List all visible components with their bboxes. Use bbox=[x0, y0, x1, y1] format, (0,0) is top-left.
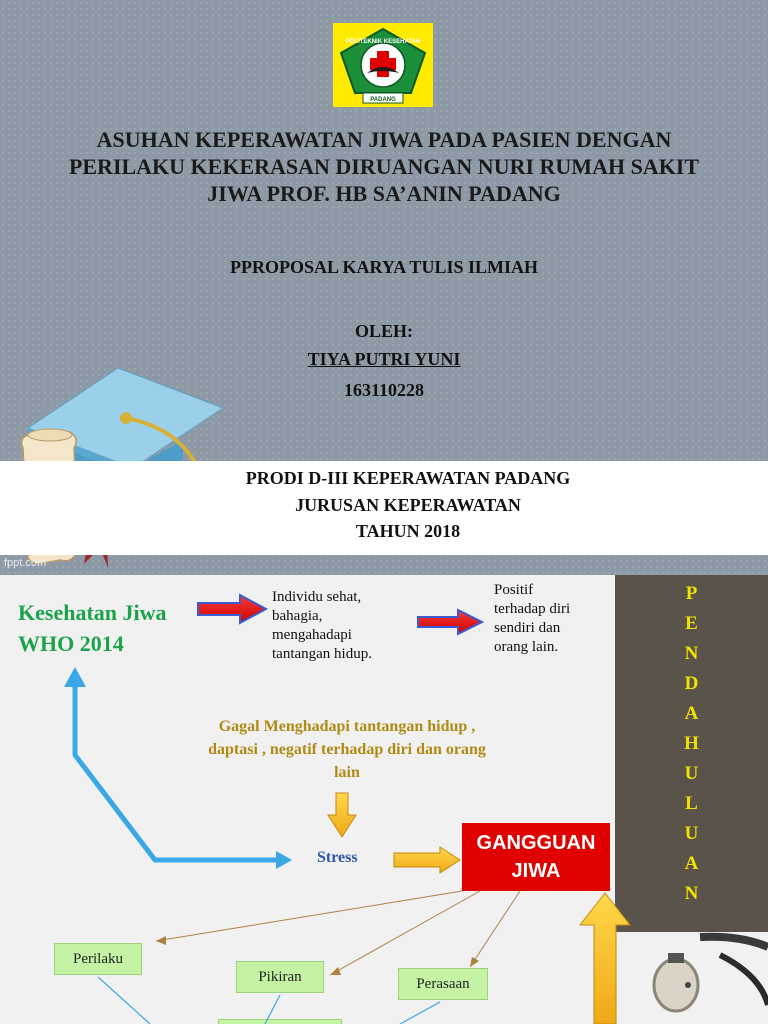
tahun-line: TAHUN 2018 bbox=[355, 521, 461, 541]
red-arrow-icon bbox=[418, 610, 482, 634]
positif-line: Positif bbox=[494, 582, 534, 598]
by-label: OLEH: bbox=[354, 321, 413, 341]
positif-line: orang lain. bbox=[494, 639, 559, 655]
footer-band bbox=[0, 461, 768, 555]
positif-line: terhadap diri bbox=[494, 601, 571, 617]
red-arrow-icon bbox=[198, 595, 266, 623]
jurusan-line: JURUSAN KEPERAWATAN bbox=[295, 495, 521, 515]
introduction-slide bbox=[0, 575, 768, 1024]
stethoscope-icon bbox=[654, 937, 768, 1011]
blue-arrowhead-icon bbox=[64, 667, 86, 687]
flow-arrows bbox=[0, 575, 768, 1024]
sidebar-letter: P bbox=[685, 583, 698, 604]
gagal-line: daptasi , negatif terhadap diri dan orang bbox=[208, 741, 486, 758]
pikiran-box: Pikiran bbox=[236, 961, 324, 993]
sidebar-letter: H bbox=[684, 733, 699, 754]
gangguan-line2: JIWA bbox=[511, 860, 561, 882]
perilaku-box: Perilaku bbox=[54, 943, 142, 975]
who-title-line1: Kesehatan Jiwa bbox=[18, 600, 167, 625]
yellow-right-arrow-icon bbox=[394, 847, 460, 873]
author-name-text: TIYA PUTRI YUNI bbox=[307, 349, 461, 369]
sidebar-letter: U bbox=[684, 763, 699, 784]
proposal-subtitle: PPROPOSAL KARYA TULIS ILMIAH bbox=[230, 257, 538, 277]
sidebar-letter: N bbox=[684, 643, 699, 664]
student-id: 163110228 bbox=[343, 380, 424, 400]
sidebar-letter: N bbox=[684, 883, 699, 904]
who-title-line2: WHO 2014 bbox=[18, 631, 124, 656]
perasaan-box: Perasaan bbox=[398, 968, 488, 1000]
yellow-up-arrow-icon bbox=[580, 893, 630, 1024]
gangguan-line1: GANGGUAN bbox=[476, 832, 596, 854]
gagal-line: lain bbox=[334, 764, 360, 781]
sidebar-letter: A bbox=[684, 703, 699, 724]
yellow-down-arrow-icon bbox=[328, 793, 356, 837]
sidebar-letter: E bbox=[685, 613, 698, 634]
prodi-line: PRODI D-III KEPERAWATAN PADANG bbox=[245, 468, 571, 488]
individu-line: Individu sehat, bbox=[272, 589, 362, 605]
logo-text-bottom: PADANG bbox=[370, 97, 396, 103]
blue-arrow-icon bbox=[75, 675, 280, 860]
logo-text-layer bbox=[333, 23, 433, 107]
fppt-watermark: fppt.com bbox=[4, 557, 47, 569]
poltekkes-logo bbox=[333, 23, 433, 107]
gagal-line: Gagal Menghadapi tantangan hidup , bbox=[218, 718, 476, 735]
sidebar-letter: U bbox=[684, 823, 699, 844]
sidebar-letter: A bbox=[684, 853, 699, 874]
stress-label: Stress bbox=[317, 849, 358, 866]
individu-line: tantangan hidup. bbox=[272, 646, 372, 662]
sidebar-letter: L bbox=[685, 793, 698, 814]
individu-line: bahagia, bbox=[272, 608, 323, 624]
positif-line: sendiri dan bbox=[494, 620, 561, 636]
blue-arrowhead-icon bbox=[276, 851, 292, 869]
logo-text-top: POLITEKNIK KESEHATAN bbox=[345, 39, 421, 45]
author-name bbox=[0, 349, 768, 370]
thesis-title: ASUHAN KEPERAWATAN JIWA PADA PASIEN DENGAN PERILAKU KEKERASAN DIRUANGAN NURI RUMAH SAKIT JIWA PROF. HB SA’ANIN PADANG bbox=[68, 127, 700, 206]
sidebar-letter: D bbox=[684, 673, 699, 694]
individu-line: mengahadapi bbox=[272, 627, 352, 643]
